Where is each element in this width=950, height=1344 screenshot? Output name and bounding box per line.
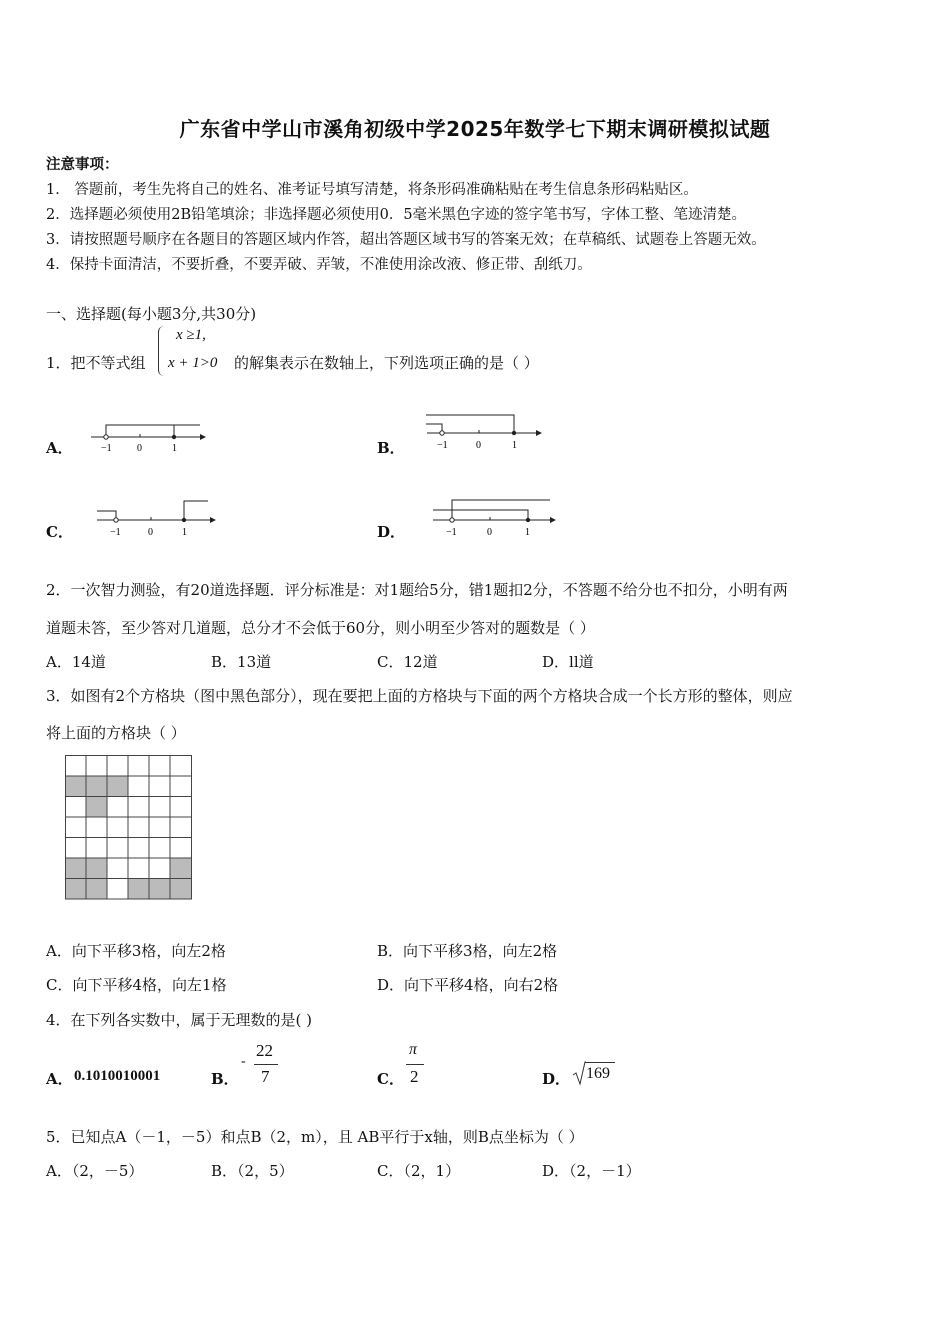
- section-heading: 一、选择题(每小题3分,共30分): [46, 305, 257, 323]
- tick-label: −1: [110, 527, 121, 538]
- q4-b-sign: -: [241, 1054, 246, 1069]
- q1-stem-suffix: 的解集表示在数轴上，下列选项正确的是（ ）: [234, 354, 539, 372]
- note-item: 1． 答题前，考生先将自己的姓名、准考证号填写清楚，将条形码准确粘贴在考生信息条形码粘贴区。: [46, 182, 698, 198]
- q4-b-numerator: 22: [256, 1041, 273, 1060]
- tick-label: 1: [172, 443, 177, 454]
- q2-option-d: D．ll道: [542, 653, 594, 671]
- tick-label: 0: [487, 527, 492, 538]
- fraction-bar: [406, 1064, 424, 1065]
- q4-option-a-value: 0.1010010001: [74, 1068, 161, 1084]
- notes-heading: 注意事项：: [46, 156, 119, 173]
- q4-option-c-label: C．: [377, 1070, 404, 1088]
- q3-stem-line2: 将上面的方格块（ ）: [46, 724, 186, 742]
- sqrt-icon: [572, 1060, 586, 1086]
- q5-option-d: D．（2，－1）: [542, 1162, 641, 1180]
- q2-option-c: C．12道: [377, 653, 438, 671]
- q3-option-c: C．向下平移4格，向左1格: [46, 976, 227, 994]
- radical-bar: [585, 1062, 615, 1063]
- q1-inequality-2: x + 1>0: [168, 355, 218, 371]
- q1-inequality-1: x ≥1,: [176, 327, 206, 343]
- tick-label: 0: [137, 443, 142, 454]
- q3-option-b: B．向下平移3格，向左2格: [377, 942, 558, 960]
- q5-option-a: A．（2，－5）: [46, 1162, 144, 1180]
- q1-option-b-label: B．: [377, 439, 405, 457]
- q2-stem-line1: 2．一次智力测验，有20道选择题．评分标准是：对1题给5分，错1题扣2分，不答题不给分也不扣分，小明有两: [46, 581, 788, 599]
- q4-option-b-label: B．: [211, 1070, 239, 1088]
- q5-stem: 5．已知点A（－1，－5）和点B（2，m），且 AB平行于x轴，则B点坐标为（ ）: [46, 1128, 584, 1146]
- tick-label: 1: [182, 527, 187, 538]
- q3-stem-line1: 3．如图有2个方格块（图中黑色部分），现在要把上面的方格块与下面的两个方格块合成一个长方形的整体，则应: [46, 687, 793, 705]
- q4-option-a-label: A．: [46, 1070, 73, 1088]
- tick-label: −1: [101, 443, 112, 454]
- number-line-d: [430, 495, 560, 543]
- fraction-bar: [254, 1064, 278, 1065]
- q2-stem-line2: 道题未答，至少答对几道题，总分才不会低于60分，则小明至少答对的题数是（ ）: [46, 619, 595, 637]
- number-line-a: [88, 415, 208, 457]
- number-line-b: [424, 410, 544, 456]
- note-item: 2．选择题必须使用2B铅笔填涂；非选择题必须使用0．5毫米黑色字迹的签字笔书写，字体工整、笔迹清楚。: [46, 207, 747, 223]
- q1-stem-prefix: 1．把不等式组: [46, 354, 146, 372]
- q4-stem: 4．在下列各实数中，属于无理数的是( ): [46, 1011, 313, 1029]
- q2-option-a: A．14道: [46, 653, 106, 671]
- tick-label: −1: [446, 527, 457, 538]
- q4-c-denominator: 2: [410, 1067, 419, 1086]
- number-line-c: [94, 497, 218, 543]
- q4-b-denominator: 7: [261, 1067, 270, 1086]
- q4-option-d-label: D．: [542, 1070, 571, 1088]
- q4-d-radicand: 169: [586, 1065, 610, 1082]
- q4-c-numerator: π: [409, 1041, 418, 1058]
- q3-option-a: A．向下平移3格，向左2格: [46, 942, 226, 960]
- q5-option-b: B．（2，5）: [211, 1162, 294, 1180]
- q1-option-a-label: A．: [46, 439, 73, 457]
- tick-label: 0: [148, 527, 153, 538]
- tick-label: 1: [512, 440, 517, 451]
- tick-label: −1: [437, 440, 448, 451]
- q2-option-b: B．13道: [211, 653, 272, 671]
- note-item: 3．请按照题号顺序在各题目的答题区域内作答，超出答题区域书写的答案无效；在草稿纸、试题卷上答题无效。: [46, 232, 766, 248]
- q5-option-c: C．（2，1）: [377, 1162, 461, 1180]
- tick-label: 0: [476, 440, 481, 451]
- page-title: 广东省中学山市溪角初级中学2025年数学七下期末调研模拟试题: [179, 117, 771, 141]
- q1-option-c-label: C．: [46, 523, 73, 541]
- grid-figure: [65, 755, 195, 903]
- note-item: 4．保持卡面清洁，不要折叠，不要弄破、弄皱，不准使用涂改液、修正带、刮纸刀。: [46, 257, 592, 273]
- q3-option-d: D．向下平移4格，向右2格: [377, 976, 559, 994]
- tick-label: 1: [525, 527, 530, 538]
- q1-option-d-label: D．: [377, 523, 406, 541]
